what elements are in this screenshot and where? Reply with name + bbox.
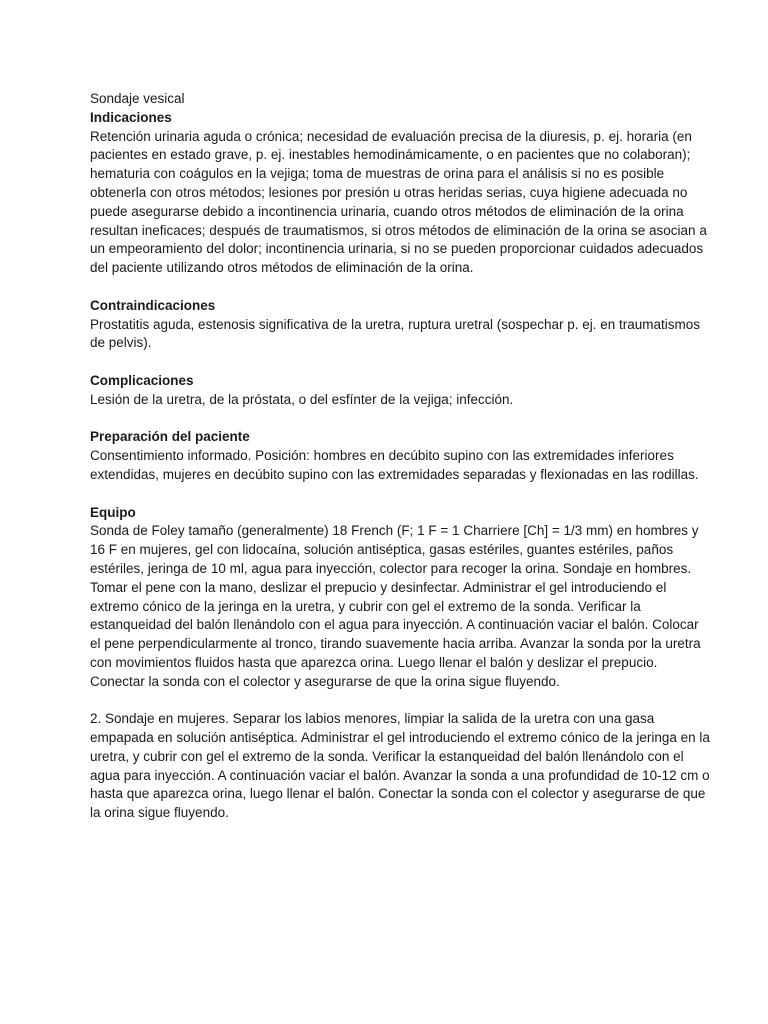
document-page (90, 90, 710, 842)
section-indicaciones (90, 90, 710, 278)
section-sondaje-mujeres (90, 710, 710, 823)
document-title: Sondaje vesical (90, 91, 185, 106)
section-complicaciones (90, 372, 710, 410)
section-text-complicaciones: Lesión de la uretra, de la próstata, o del esfínter de la vejiga; infección. (90, 391, 514, 407)
section-text-sondaje-mujeres: 2. Sondaje en mujeres. Separar los labios menores, limpiar la salida de la uretra con una gasa empapada en solución antiséptica. Administrar el gel introduciendo el extremo cónico de la jeringa en la uretra, y cubrir con gel el extremo de la sonda. Verificar la estanqueidad del balón llenándolo con el agua para inyección. A continuación vaciar el balón. Avanzar la sonda a una profundidad de 10-12 cm o hasta que aparezca orina, luego llenar el balón. Conectar la sonda con el colector y asegurarse de que la orina sigue fluyendo. (90, 711, 710, 821)
section-text-indicaciones: Retención urinaria aguda o crónica; necesidad de evaluación precisa de la diuresis, p. ej. horaria (en pacientes en estado grave, p. ej. inestables hemodinámicamente, o en pacientes que no colaboran); hematuria con coágulos en la vejiga; toma de muestras de orina para el análisis si no es posible obtenerla con otros métodos; lesiones por presión u otras heridas serias, cuya higiene adecuada no puede asegurarse debido a incontinencia urinaria, cuando otros métodos de eliminación de la orina resultan ineficaces; después de traumatismos, si otros métodos de eliminación de la orina se asocian a un empeoramiento del dolor; incontinencia urinaria, si no se pueden proporcionar cuidados adecuados del paciente utilizando otros métodos de eliminación de la orina. (90, 128, 707, 276)
section-heading-preparacion: Preparación del paciente (90, 429, 250, 445)
section-heading-equipo: Equipo (90, 504, 136, 520)
section-equipo (90, 504, 710, 692)
section-heading-complicaciones: Complicaciones (90, 372, 194, 388)
section-heading-contraindicaciones: Contraindicaciones (90, 297, 216, 313)
section-text-contraindicaciones: Prostatitis aguda, estenosis significativa de la uretra, ruptura uretral (sospechar p. ej. en traumatismos de pelvis). (90, 316, 701, 351)
section-contraindicaciones (90, 297, 710, 353)
section-text-equipo: Sonda de Foley tamaño (generalmente) 18 French (F; 1 F = 1 Charriere [Ch] = 1/3 mm) en hombres y 16 F en mujeres, gel con lidocaína, solución antiséptica, gasas estériles, guantes estériles, paños estériles, jeringa de 10 ml, agua para inyección, colector para recoger la orina. Sondaje en hombres. Tomar el pene con la mano, deslizar el prepucio y desinfectar. Administrar el gel introduciendo el extremo cónico de la jeringa en la uretra, y cubrir con gel el extremo de la sonda. Verificar la estanqueidad del balón llenándolo con el agua para inyección. A continuación vaciar el balón. Colocar el pene perpendicularmente al tronco, tirando suavemente hacia arriba. Avanzar la sonda por la uretra con movimientos fluidos hasta que aparezca orina. Luego llenar el balón y deslizar el prepucio. Conectar la sonda con el colector y asegurarse de que la orina sigue fluyendo. (90, 523, 701, 689)
section-heading-indicaciones: Indicaciones (90, 109, 172, 125)
section-preparacion (90, 428, 710, 484)
section-text-preparacion: Consentimiento informado. Posición: hombres en decúbito supino con las extremidades inferiores extendidas, mujeres en decúbito supino con las extremidades separadas y flexionadas en las rodillas. (90, 448, 699, 482)
